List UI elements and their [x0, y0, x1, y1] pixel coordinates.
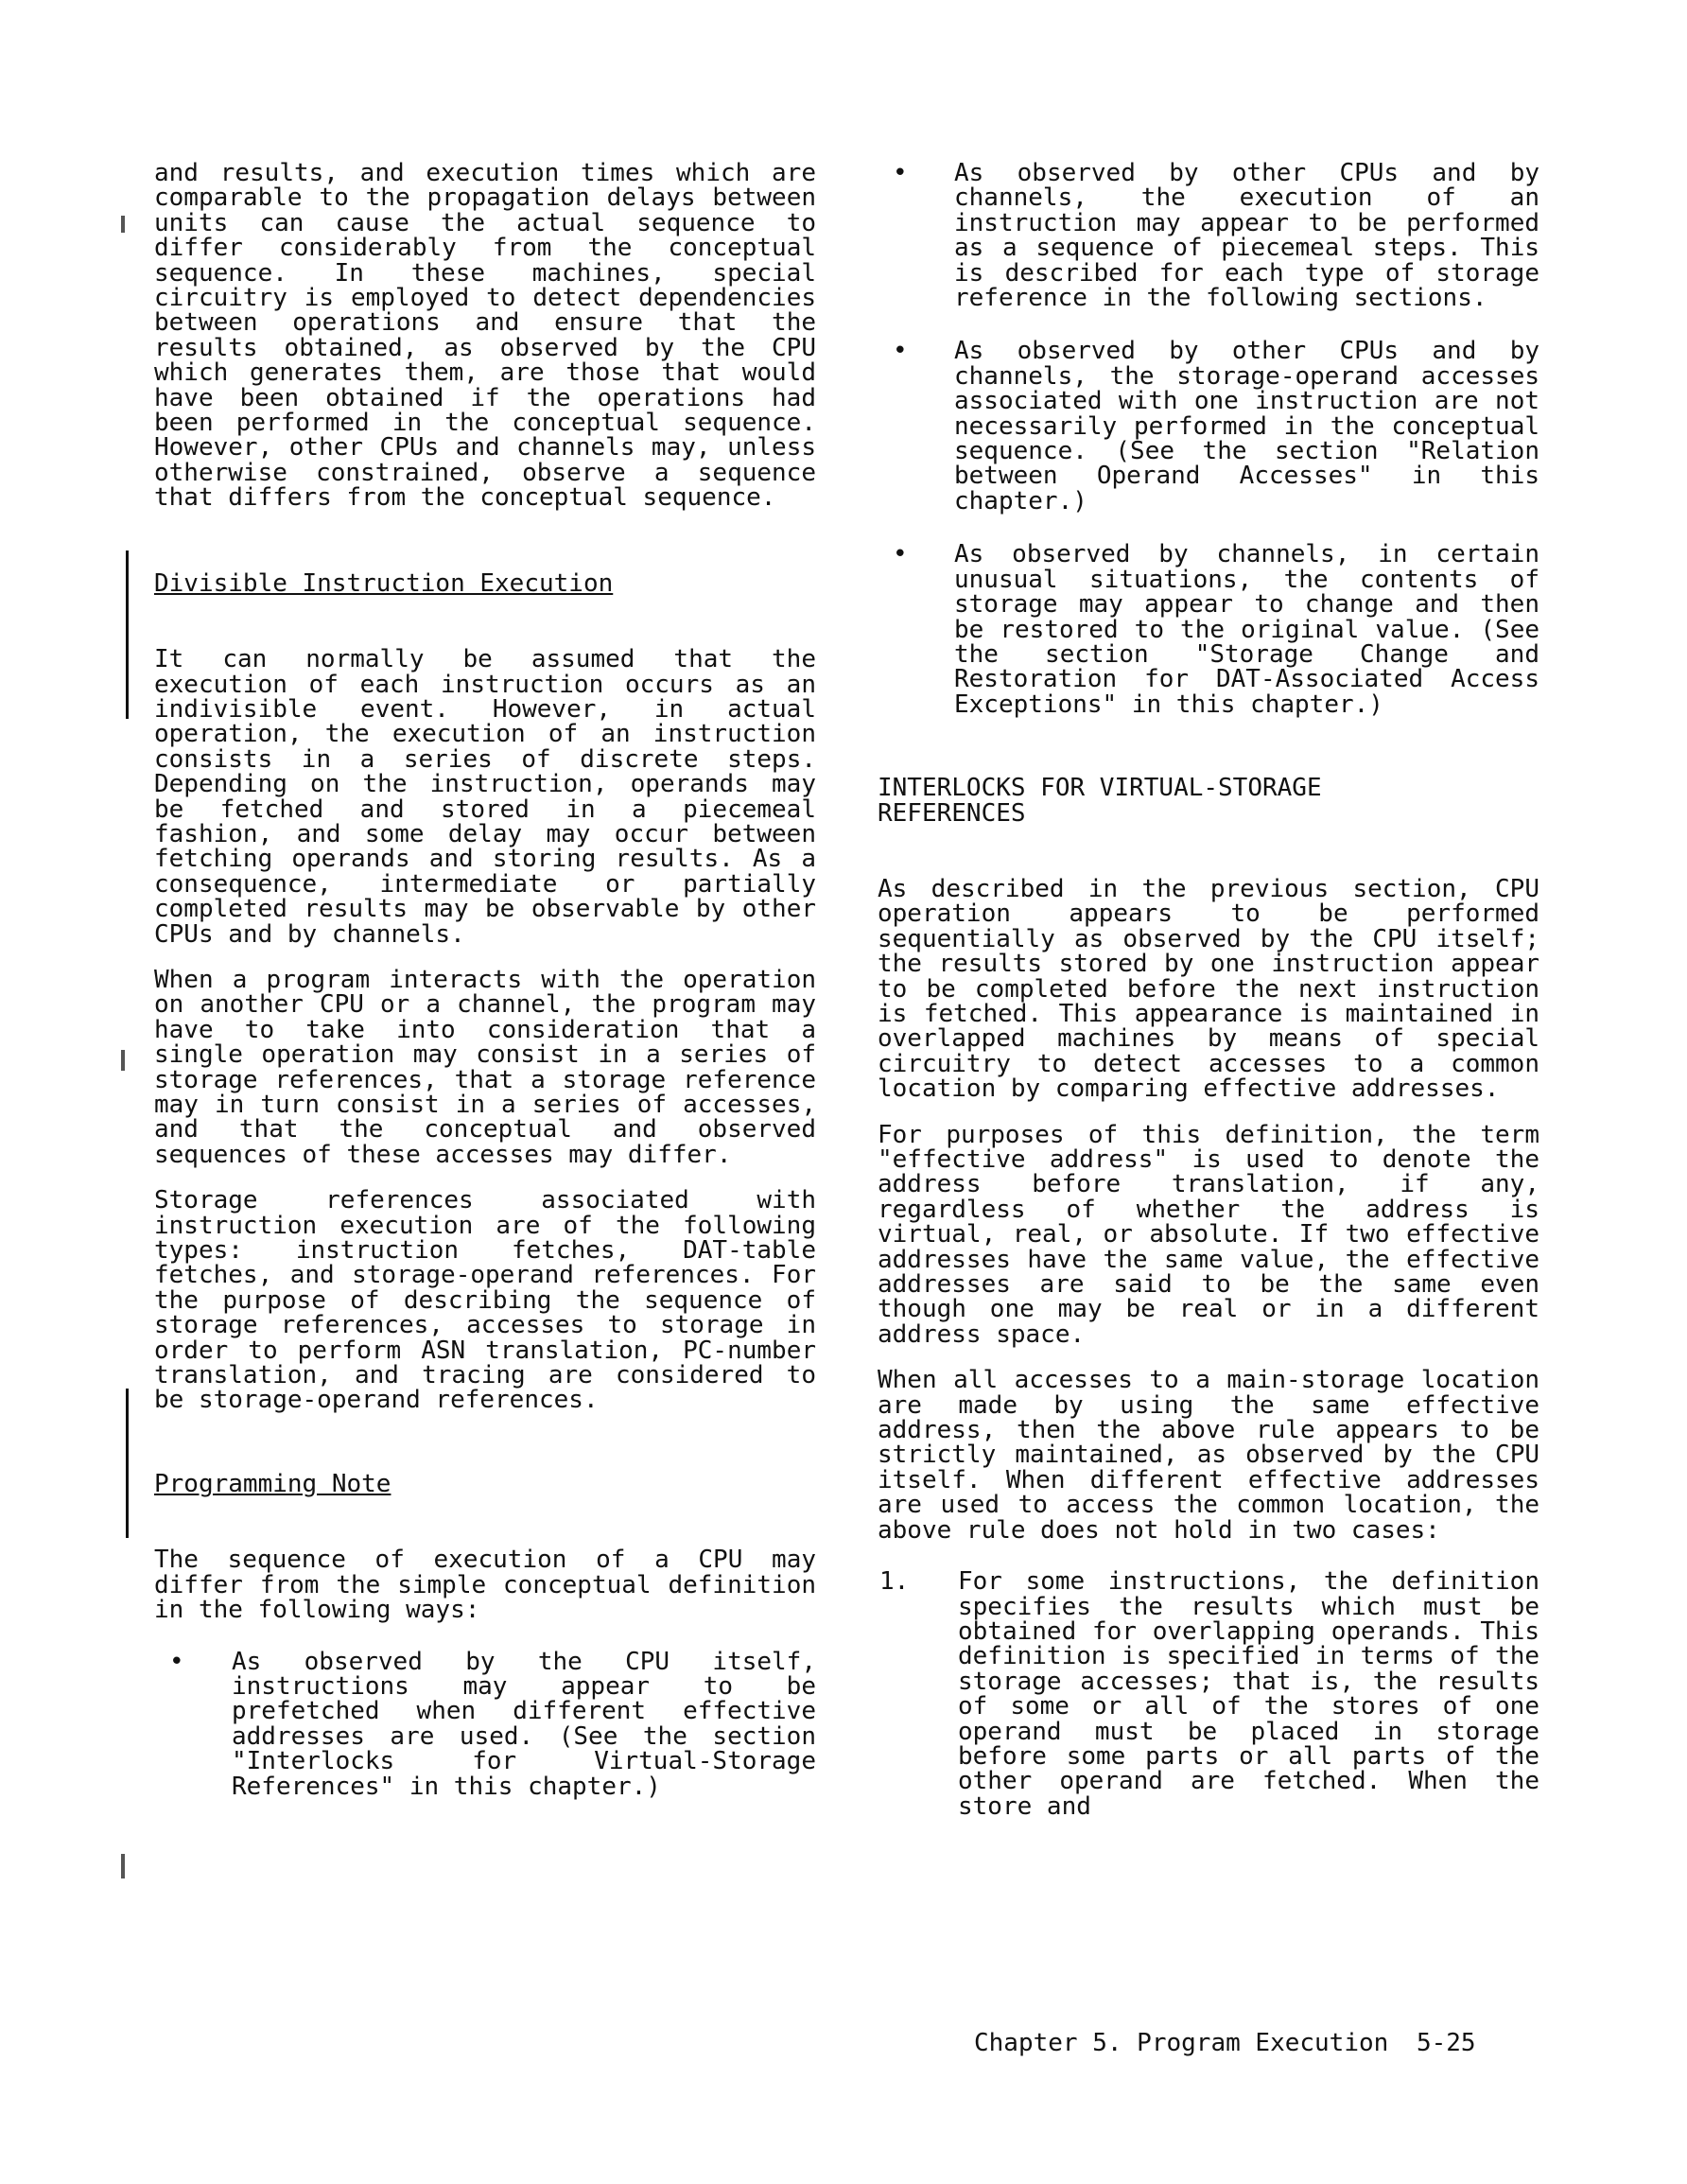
revision-bar: [126, 1389, 129, 1538]
section-heading: INTERLOCKS FOR VIRTUAL-STORAGE REFERENCES: [878, 774, 1322, 828]
bullet-list: [878, 161, 1539, 717]
paragraph: Storage references associated with instruction execution are of the following types: instruction fetches, DAT-table fetches, and storage-operand references. For the purpose of describing the sequence of storage references, accesses to storage in order to perform ASN translation, PC-number translation, and tracing are considered to be storage-operand references.: [154, 1186, 816, 1415]
scan-mark: [121, 1854, 125, 1878]
page-footer: [974, 2029, 1476, 2057]
paragraph: When a program interacts with the operation on another CPU or a channel, the program may have to take into consideration that a single operation may consist in a series of storage references, that a storage reference may in turn consist in a series of accesses, and that the conceptual and observed sequences of these accesses may differ.: [154, 965, 816, 1169]
list-item-text: For some instructions, the definition specifies the results which must be obtained for overlapping operands. This definition is specified in terms of the storage accesses; that is, the results of some or all of the stores of one operand must be placed in storage before some parts or all parts of the other operand are fetched. When the store and: [958, 1567, 1539, 1821]
revision-bar: [126, 550, 129, 719]
footer-page-number: 5-25: [1416, 2029, 1476, 2057]
list-item: • As observed by channels, in certain unusual situations, the contents of storage may appear to change and then be restored to the original value. (See the section "Storage Change and Restoration for DAT-Associated Access Exceptions" in this chapter.): [878, 542, 1539, 717]
right-column: [878, 161, 1539, 1819]
paragraph: For purposes of this definition, the term "effective address" is used to denote the address before translation, if any, regardless of whether the address is virtual, real, or absolute. If two effective addresses have the same value, the effective addresses are said to be the same even though one may be real or in a different address space.: [878, 1120, 1539, 1349]
scan-mark: [121, 216, 125, 233]
paragraph: It can normally be assumed that the execution of each instruction occurs as an indivisible event. However, in actual operation, the execution of an instruction consists in a series of discrete steps. Depending on the instruction, operands may be fetched and stored in a piecemeal fashion, and some delay may occur between fetching operands and storing results. As a consequence, intermediate or partially completed results may be observable by other CPUs and by channels.: [154, 645, 816, 949]
scan-mark: [121, 1050, 125, 1071]
list-number: 1.: [879, 1567, 910, 1597]
left-column: [154, 161, 816, 1827]
list-item: [878, 1569, 1539, 1819]
paragraph: As described in the previous section, CPU operation appears to be performed sequentially as observed by the CPU itself; the results stored by one instruction appear to be completed before the next instruction is fetched. This appearance is maintained in overlapped machines by means of special circuitry to detect accesses to a common location by comparing effective addresses.: [878, 874, 1539, 1104]
numbered-list: [878, 1569, 1539, 1819]
list-item: • As observed by other CPUs and by channels, the storage-operand accesses associated with one instruction are not necessarily performed in the conceptual sequence. (See the section "Relation between Operand Accesses" in this chapter.): [878, 339, 1539, 514]
section-heading: Divisible Instruction Execution: [154, 568, 614, 598]
section-heading: Programming Note: [154, 1469, 391, 1498]
paragraph: and results, and execution times which are comparable to the propagation delays between units can cause the actual sequence to differ considerably from the conceptual sequence. In these machines, special circuitry is employed to detect dependencies between operations and ensure that the results obtained, as observed by the CPU which generates them, are those that would have been obtained if the operations had been performed in the conceptual sequence. However, other CPUs and channels may, unless otherwise constrained, observe a sequence that differs from the conceptual sequence.: [154, 159, 816, 513]
list-item: • As observed by the CPU itself, instructions may appear to be prefetched when different effective addresses are used. (See the section "Interlocks for Virtual-Storage References" in this chapter.): [154, 1650, 816, 1799]
list-item: • As observed by other CPUs and by channels, the execution of an instruction may appear to be performed as a sequence of piecemeal steps. This is described for each type of storage reference in the following sections.: [878, 161, 1539, 310]
bullet-list: [154, 1647, 816, 1801]
paragraph: When all accesses to a main-storage location are made by using the same effective address, then the above rule appears to be strictly maintained, as observed by the CPU itself. When different effective addresses are used to access the common location, the above rule does not hold in two cases:: [878, 1366, 1539, 1545]
paragraph: The sequence of execution of a CPU may differ from the simple conceptual definition in the following ways:: [154, 1546, 816, 1625]
footer-chapter: Chapter 5. Program Execution: [974, 2029, 1389, 2057]
